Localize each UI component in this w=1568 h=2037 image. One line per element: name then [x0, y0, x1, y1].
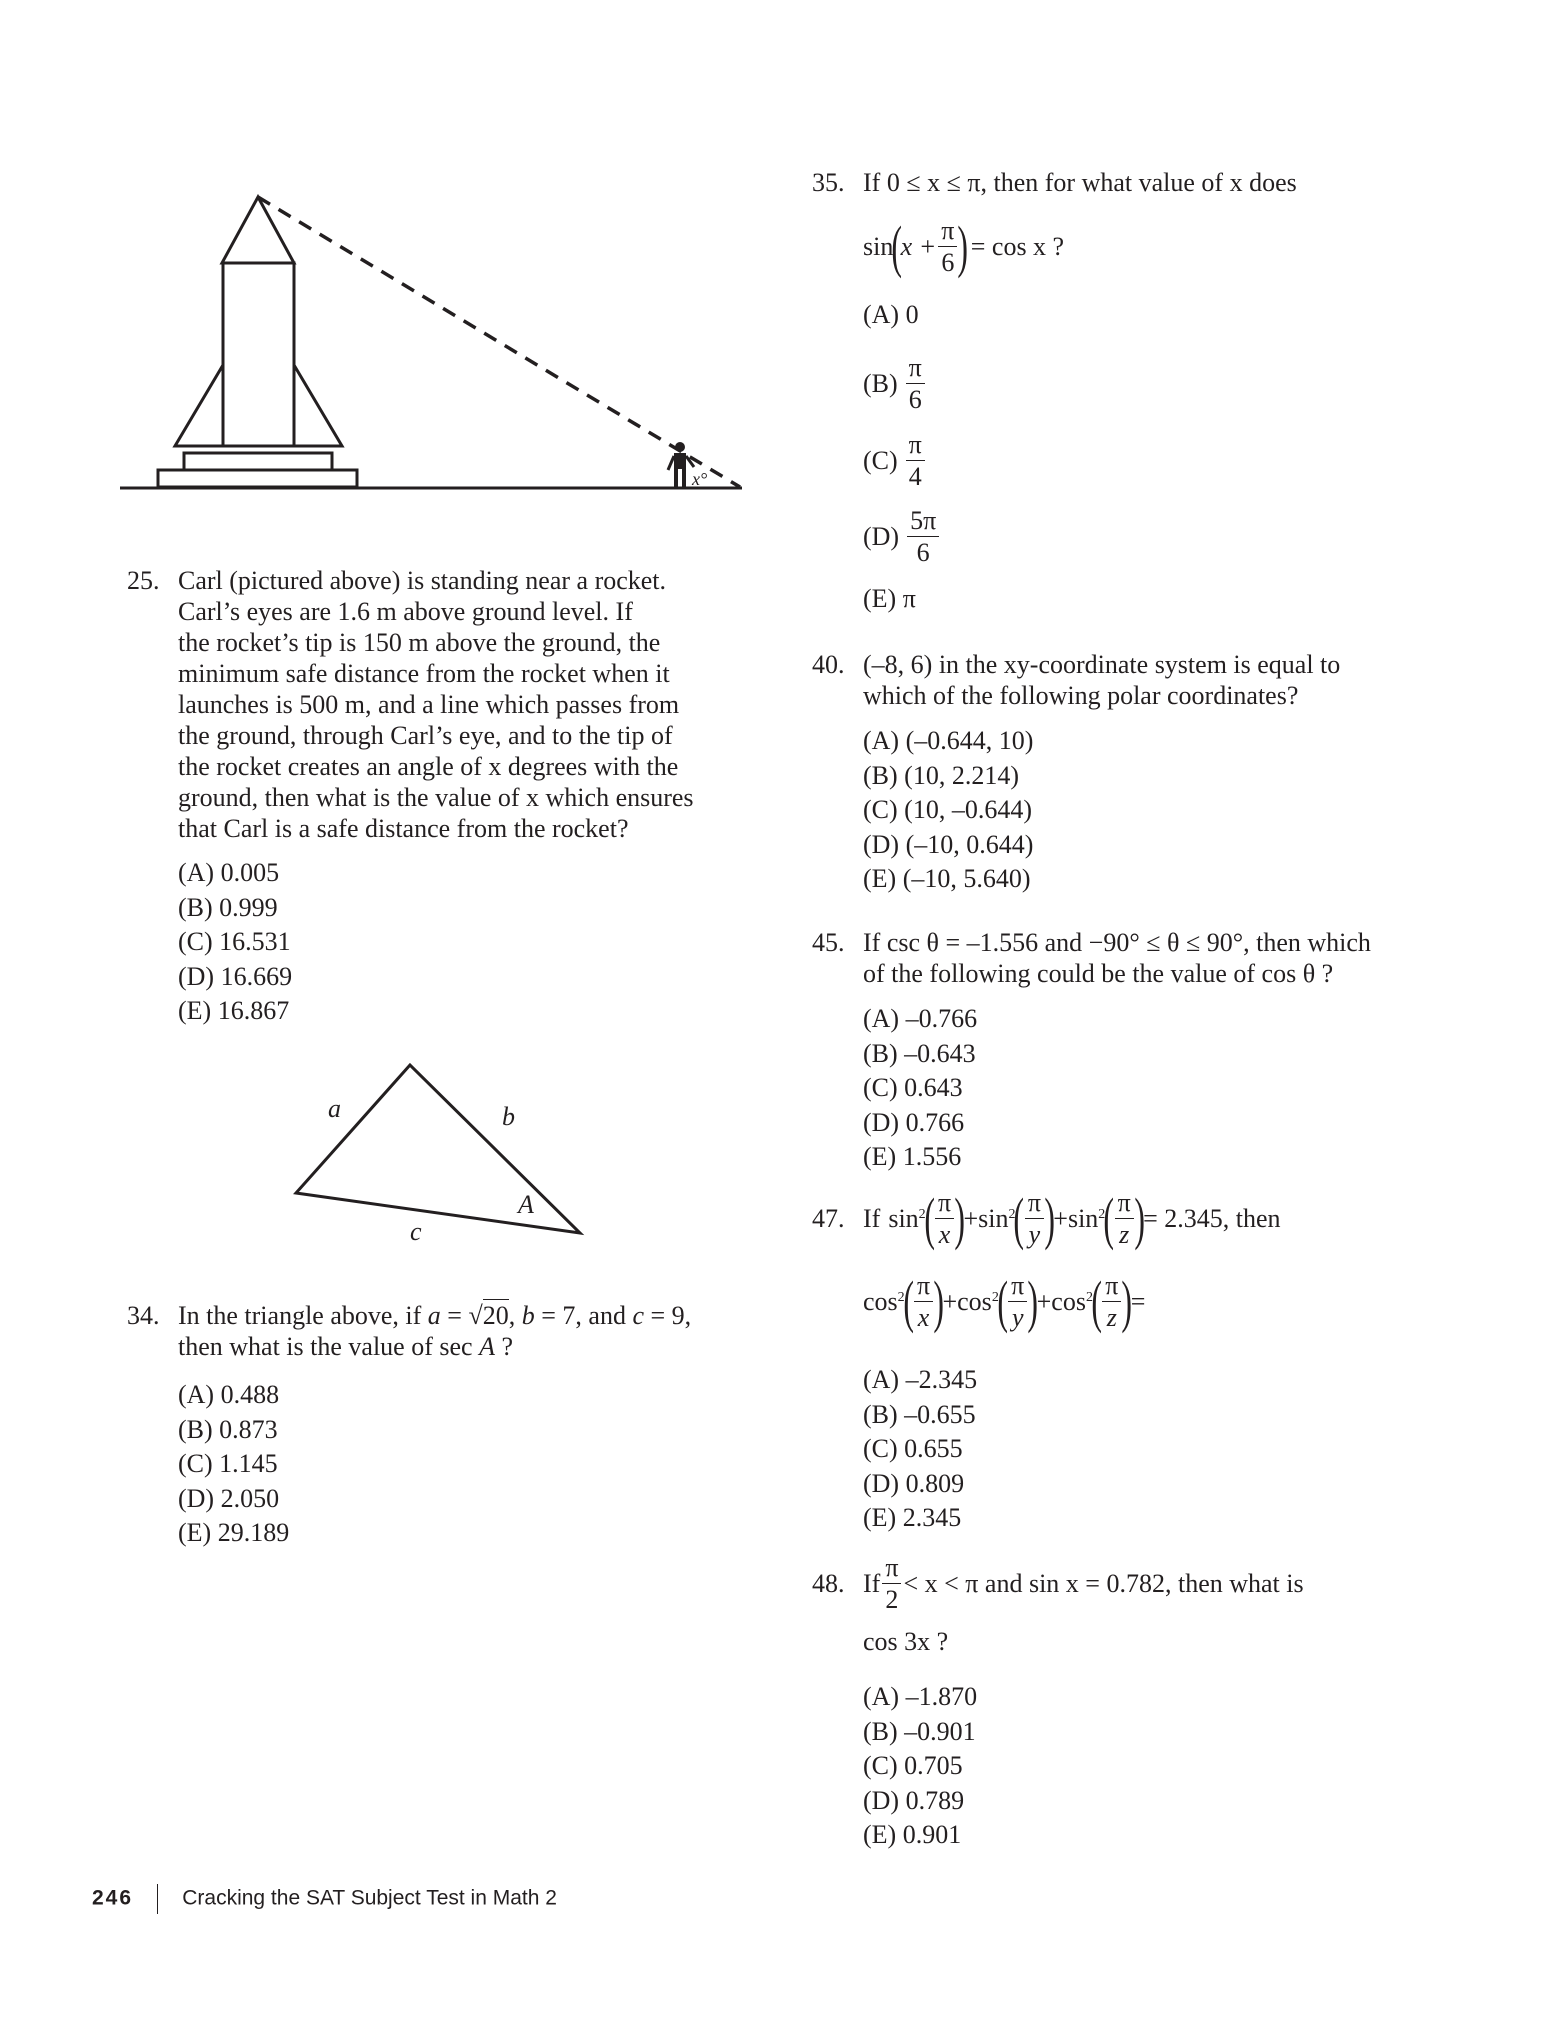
choice-c[interactable]: (C) 0.643	[863, 1073, 963, 1102]
text-line: launches is 500 m, and a line which passes from	[178, 690, 680, 719]
var-A: A	[479, 1332, 495, 1361]
choice-b[interactable]: (B) –0.901	[863, 1716, 976, 1746]
choice-c[interactable]: (C) $\frac{\pi}{4}$	[863, 432, 927, 490]
question-number: 47.	[812, 1204, 845, 1233]
choice-d[interactable]: (D) 16.669	[178, 961, 293, 991]
choice-c[interactable]: (C) 0.705	[863, 1751, 963, 1780]
choice-b[interactable]: (B) (10, 2.214)	[863, 760, 1019, 790]
question-48-line1: 48. If $\frac{\pi}{2}$ < x < π and sin x = 0.782, then what is	[812, 1553, 1304, 1614]
text-line: which of the following polar coordinates?	[863, 681, 1299, 710]
question-number: 35.	[812, 168, 845, 197]
answer-choices-25	[178, 856, 292, 1029]
text-line: the rocket’s tip is 150 m above the ground, the	[178, 628, 661, 657]
page-footer	[92, 1884, 557, 1914]
var-c: c	[632, 1301, 644, 1330]
text-line: ground, then what is the value of x which ensures	[178, 783, 694, 812]
question-number: 45.	[812, 928, 845, 957]
question-text	[178, 1300, 691, 1362]
text-line: the rocket creates an angle of x degrees with the	[178, 752, 679, 781]
choice-a[interactable]: (A) –0.766	[863, 1004, 978, 1033]
question-47-line2: cos $^2$ ( $\frac{\pi}{x}$ ) + cos $^2$ ( $\frac{\pi}{y}$ ) + cos $^2$ ( $\frac{\pi}{z}$ ) =	[863, 1269, 1146, 1334]
choice-b[interactable]: (B) –0.655	[863, 1399, 976, 1429]
choice-e[interactable]: (E) π	[863, 584, 916, 613]
rocket-body	[223, 263, 294, 446]
choice-a[interactable]: (A) (–0.644, 10)	[863, 726, 1034, 755]
question-number: 40.	[812, 650, 845, 679]
rocket-base-top	[184, 453, 332, 470]
text-line: minimum safe distance from the rocket when it	[178, 659, 670, 688]
text-line: of the following could be the value of cos θ ?	[863, 959, 1334, 988]
question-number: 34.	[127, 1301, 160, 1330]
choice-d[interactable]: (D) 2.050	[178, 1483, 280, 1513]
text-line: Carl’s eyes are 1.6 m above ground level. If	[178, 597, 633, 626]
question-48-line2: cos 3x ?	[863, 1627, 949, 1656]
answer-choices-47	[863, 1363, 977, 1536]
choice-d[interactable]: (D) (–10, 0.644)	[863, 829, 1034, 859]
rocket-right-fin	[294, 365, 342, 446]
var-a: a	[427, 1301, 441, 1330]
choice-c[interactable]: (C) (10, –0.644)	[863, 795, 1032, 824]
triangle	[296, 1065, 580, 1233]
answer-choices-45	[863, 1002, 977, 1175]
text-line: If csc θ = –1.556 and −90° ≤ θ ≤ 90°, then which	[863, 928, 1371, 957]
question-number: 48.	[812, 1569, 845, 1598]
choice-c[interactable]: (C) 16.531	[178, 927, 291, 956]
choice-d[interactable]: (D) 0.809	[863, 1468, 965, 1498]
side-label-c: c	[410, 1217, 422, 1246]
sqrt-value: 20	[482, 1301, 509, 1330]
rocket-left-fin	[175, 365, 223, 446]
answer-choices-34	[178, 1378, 289, 1551]
vertex-label-a: A	[518, 1190, 534, 1219]
fraction: $\frac{\pi}{6}$	[938, 218, 957, 276]
choice-d[interactable]: (D) $\frac{5\pi}{6}$	[863, 508, 941, 566]
choice-a[interactable]: (A) 0.488	[178, 1380, 280, 1409]
sight-line	[258, 197, 740, 487]
text-line: then what is the value of sec A ?	[178, 1332, 514, 1361]
footer-divider	[157, 1884, 159, 1914]
page-number: 246	[92, 1886, 134, 1910]
book-title: Cracking the SAT Subject Test in Math 2	[182, 1886, 557, 1910]
choice-a[interactable]: (A) –1.870	[863, 1682, 978, 1711]
question-text	[863, 927, 1371, 989]
question-text: If 0 ≤ x ≤ π, then for what value of x does	[863, 168, 1297, 197]
text-line: Carl (pictured above) is standing near a rocket.	[178, 566, 667, 595]
text-line: the ground, through Carl’s eye, and to the tip of	[178, 721, 673, 750]
choice-e[interactable]: (E) 1.556	[863, 1142, 962, 1171]
choice-d[interactable]: (D) 0.789	[863, 1785, 965, 1815]
choice-a[interactable]: (A) 0	[863, 300, 919, 329]
side-label-a: a	[328, 1094, 341, 1123]
answer-choices-40	[863, 724, 1033, 897]
text-line: that Carl is a safe distance from the rocket?	[178, 814, 629, 843]
sqrt-symbol: √	[468, 1301, 483, 1330]
angle-label-x: x°	[692, 469, 708, 489]
answer-choices-48	[863, 1680, 977, 1853]
text-line: (–8, 6) in the xy-coordinate system is equal to	[863, 650, 1341, 679]
question-text	[863, 649, 1340, 711]
choice-b[interactable]: (B) 0.999	[178, 892, 278, 922]
choice-e[interactable]: (E) 29.189	[178, 1518, 290, 1547]
var-b: b	[521, 1301, 535, 1330]
choice-e[interactable]: (E) 0.901	[863, 1820, 962, 1849]
rocket-figure	[110, 185, 760, 505]
question-text	[178, 565, 694, 844]
choice-c[interactable]: (C) 0.655	[863, 1434, 963, 1463]
choice-b[interactable]: (B) $\frac{\pi}{6}$	[863, 355, 927, 413]
choice-b[interactable]: (B) –0.643	[863, 1038, 976, 1068]
question-47-line1: 47. If sin $^2$ ( $\frac{\pi}{x}$ ) + sin $^2$ ( $\frac{\pi}{y}$ ) + sin $^2$ ( $\frac{\pi}{z}$ ) = 2.345, then	[812, 1186, 1281, 1251]
equation-35: sin ( x + $\frac{\pi}{6}$ ) = cos x ?	[863, 214, 1065, 279]
choice-c[interactable]: (C) 1.145	[178, 1449, 278, 1478]
question-number: 25.	[127, 566, 160, 595]
choice-a[interactable]: (A) 0.005	[178, 858, 280, 887]
person-icon	[668, 442, 694, 488]
choice-a[interactable]: (A) –2.345	[863, 1365, 978, 1394]
text-line: In the triangle above, if a = √20, b = 7, and c = 9,	[178, 1301, 692, 1330]
triangle-figure	[280, 1055, 610, 1255]
choice-b[interactable]: (B) 0.873	[178, 1414, 278, 1444]
choice-d[interactable]: (D) 0.766	[863, 1107, 965, 1137]
rocket-base-bottom	[158, 470, 357, 487]
choice-e[interactable]: (E) 16.867	[178, 996, 290, 1025]
choice-e[interactable]: (E) (–10, 5.640)	[863, 864, 1031, 893]
side-label-b: b	[502, 1102, 515, 1131]
rocket-nose	[222, 197, 294, 263]
choice-e[interactable]: (E) 2.345	[863, 1503, 962, 1532]
